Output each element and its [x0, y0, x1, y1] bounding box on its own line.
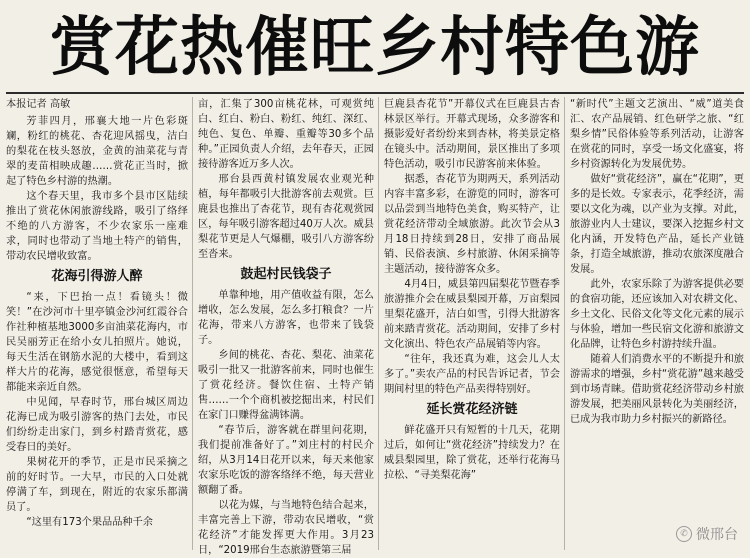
watermark-text: 微邢台: [696, 527, 738, 543]
paragraph: 果树花开的季节，正是市民采摘之前的好时节。一大早，市民的入口处就停满了车，到现在，附近的农家乐都满员了。: [6, 457, 188, 513]
paragraph: 巨鹿县杏花节”开幕仪式在巨鹿县古杏林景区举行。开幕式现场，众多游客和摄影爱好者纷纷来到杏林，将美景定格在镜头中。活动期间，景区推出了多项特色活动，吸引市民游客前来体验。: [384, 99, 560, 170]
column-3: [384, 97, 560, 550]
subheading: 花海引得游人醉: [51, 269, 143, 284]
paragraph: 芳菲四月，邢襄大地一片色彩斑斓，粉红的桃花、杏花迎风摇曳，洁白的梨花在枝头怒放，金黄的油菜花与青翠的麦苗相映成趣……赏花正当时，掀起了特色乡村游的热潮。: [6, 116, 188, 187]
headline: 赏花热催旺乡村特色游: [50, 11, 700, 85]
paragraph: 亩，汇集了300亩桃花林，可观赏纯白、红白、粉白、粉红、纯红、深红、纯色、复色、单瓣、重瓣等30多个品种。”正园负责人介绍，去年春天，正园接待游客近万多人次。: [198, 99, 374, 170]
wechat-icon: ✆: [676, 526, 692, 542]
paragraph: “往年，我还真为难，这会儿人太多了。”卖农产品的村民告诉记者，节会期间村里的特色产品卖得特别好。: [384, 354, 560, 395]
paragraph: 做好“赏花经济”，赢在“花期”，更多的是长效。专家表示，花季经济，需要以文化为魂，以产业为支撑。对此，旅游业内人士建议，要深入挖掘乡村文化内涵，开发特色产品，延长产业链条，打造全域旅游，推动农旅深度融合发展。: [570, 174, 744, 275]
article-columns: [6, 97, 744, 556]
paragraph: 中见闻，早春时节，邢台城区周边花海已成为吸引游客的热门去处，市民们纷纷走出家门，到乡村踏青赏花，感受春日的美好。: [6, 397, 188, 453]
paragraph: 此外，农家乐除了为游客提供必要的食宿功能，还应该加入对农耕文化、乡土文化、民俗文化等文化元素的展示与体验，增加一些民宿文化游和旅游文化品牌，让特色乡村游持续升温。: [570, 279, 744, 350]
paragraph: “这里有173个果品品种千余: [26, 517, 153, 528]
paragraph: 这个春天里，我市多个县市区陆续推出了赏花休闲旅游线路，吸引了络绎不绝的八方游客，不少农家乐一座难求，同时也带动了当地土特产的销售，带动农民增收致富。: [6, 191, 188, 262]
paragraph: 随着人们消费水平的不断提升和旅游需求的增强，乡村“赏花游”越来越受到市场青睐。借助赏花经济带动乡村旅游发展，把美丽风景转化为美丽经济，已成为我市助力乡村振兴的新路径。: [570, 354, 744, 425]
column-2: [198, 97, 374, 556]
column-divider: [378, 97, 379, 550]
paragraph: 乡间的桃花、杏花、梨花、油菜花吸引一批又一批游客前来，同时也催生了赏花经济。餐饮住宿、土特产销售……一个个商机被挖掘出来，村民们在家门口赚得盆满钵满。: [198, 350, 374, 421]
paragraph: 鲜花盛开只有短暂的十几天，花期过后，如何让“赏花经济”持续发力？在威县梨园里，除了赏花，还举行花海马拉松、“寻美梨花海”: [384, 425, 560, 481]
paragraph: 据悉，杏花节为期两天，系列活动内容丰富多彩，在游览的同时，游客可以品尝到当地特色美食，购买特产，让赏花经济带动全域旅游。此次节会从3月18日持续到28日，安排了商品展销、民俗表演、乡村旅游、休闲采摘等主题活动，接待游客众多。: [384, 174, 560, 275]
paragraph: 单靠种地，用产值收益有限，怎么增收，怎么发展，怎么多打粮食？一片花海，带来八方游客，也带来了钱袋子。: [198, 290, 374, 346]
paragraph: “来，下巴抬一点！看镜头！微笑！”在沙河市十里亭镇金沙河红霞谷合作社种植基地3000多亩油菜花海内，市民吴丽芳正在给小女儿拍照片。她说，每天生活在钢筋水泥的大楼中，看到这样大片的花海，感觉很惬意，希望每天都能来亲近自然。: [6, 292, 188, 393]
paragraph: 邢台县西黄村镇发展农业观光种植，每年都吸引大批游客前去观赏。巨鹿县也推出了杏花节，现有杏花观赏园区，每年吸引游客超过40万人次。威县梨花节更是人气爆棚，吸引八方游客纷至沓来。: [198, 174, 374, 260]
headline-rule: [6, 92, 744, 94]
column-1: [6, 97, 188, 550]
column-4: [570, 97, 744, 550]
column-divider: [192, 97, 193, 550]
column-divider: [564, 97, 565, 550]
byline: 本报记者 高敏: [6, 99, 71, 110]
paragraph: 以花为媒，与当地特色结合起来，丰富完善上下游，带动农民增收，“赏花经济”才能发挥更大作用。3月23日，“2019邢台生态旅游暨第三届: [198, 500, 374, 556]
watermark: [674, 524, 740, 544]
paragraph: “新时代”主题文艺演出、“威”道美食汇、农产品展销、红色研学之旅、“红梨乡情”民俗体验等系列活动，让游客在赏花的同时，享受一场文化盛宴，将乡村资源转化为发展优势。: [570, 99, 744, 170]
paragraph: 4月4日，威县第四届梨花节暨春季旅游推介会在威县梨园开幕，万亩梨园里梨花盛开，洁白如雪，引得大批游客前来踏青赏花。活动期间，安排了乡村文化演出、特色农产品展销等内容。: [384, 279, 560, 350]
subheading: 鼓起村民钱袋子: [240, 267, 332, 282]
paragraph: “春节后，游客就在群里问花期，我们提前准备好了。”刘庄村的村民介绍，从3月14日花开以来，每天来他家农家乐吃饭的游客络绎不绝，每天营业额翻了番。: [198, 425, 374, 496]
subheading: 延长赏花经济链: [426, 402, 518, 417]
